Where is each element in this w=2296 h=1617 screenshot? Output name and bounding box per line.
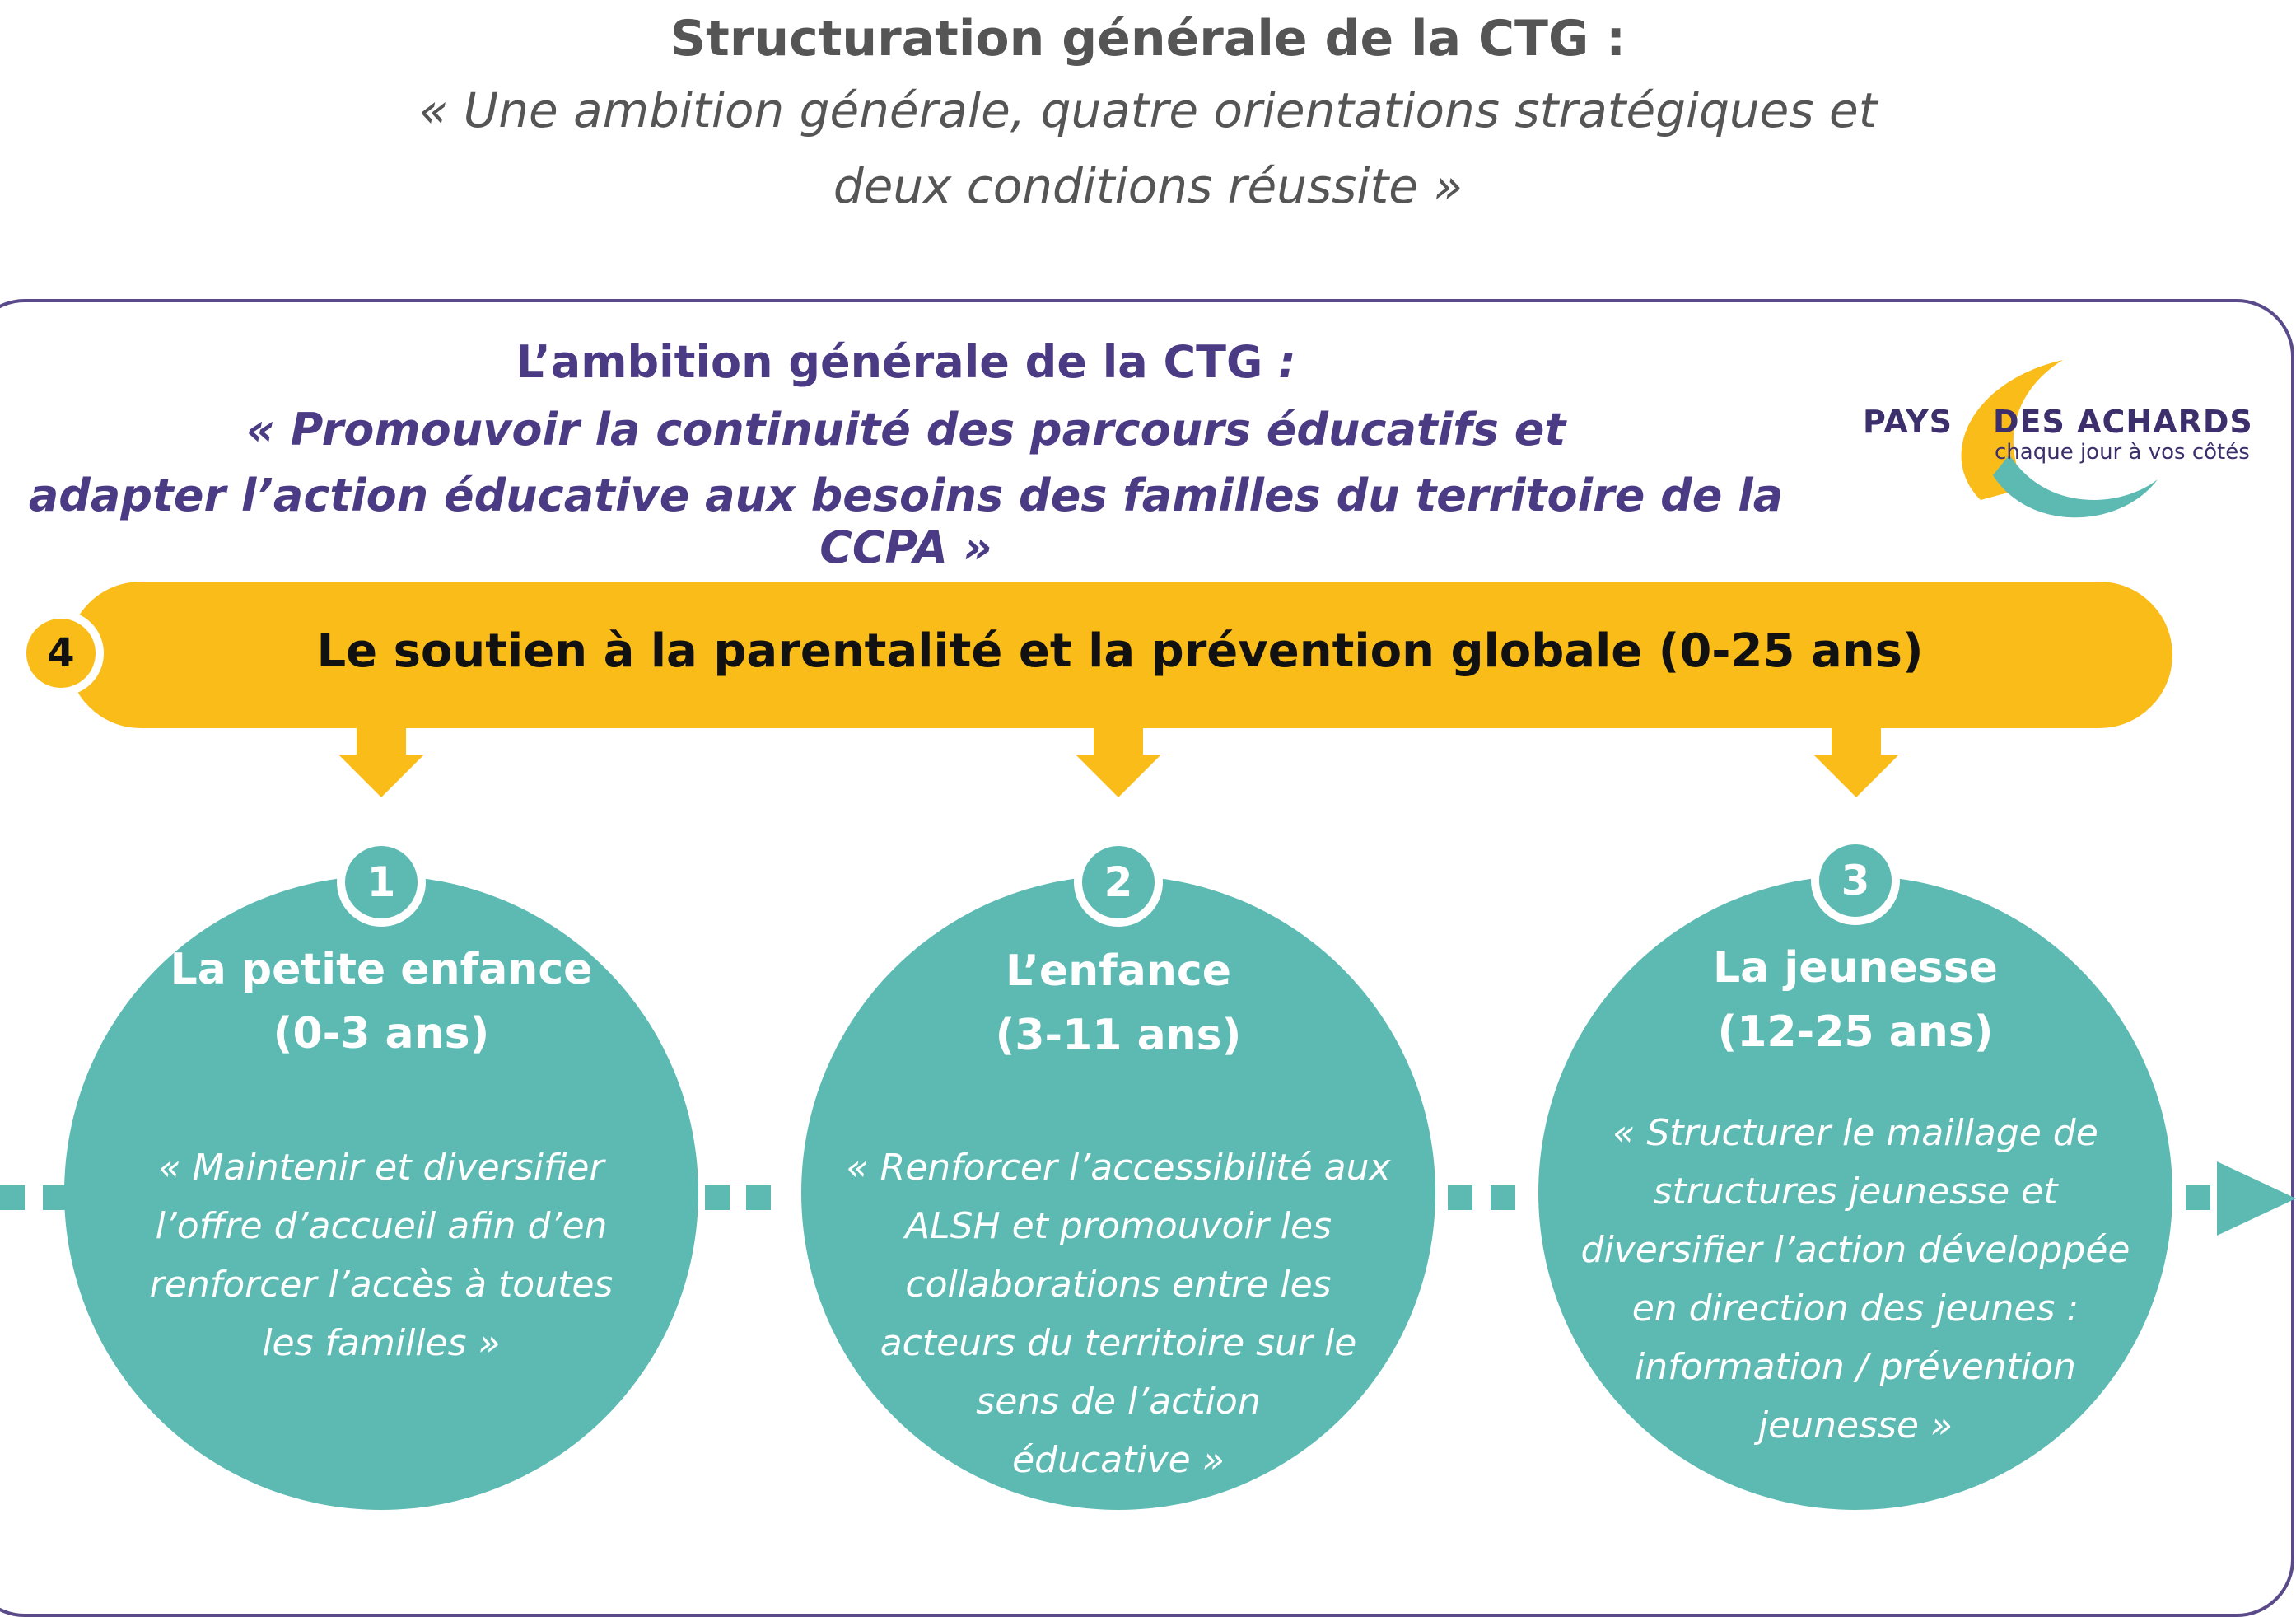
ambition-title xyxy=(0,336,1812,388)
orientation-title-1 xyxy=(64,937,698,1066)
badge-number: 4 xyxy=(47,630,75,676)
quote-line: renforcer l’accès à toutes xyxy=(149,1264,614,1306)
quote-line: diversifier l’action développée xyxy=(1580,1229,2130,1271)
ambition-quote-line1: « Promouvoir la continuité des parcours éducatifs et xyxy=(245,404,1566,456)
connector-dash xyxy=(705,1185,730,1210)
quote-line: jeunesse » xyxy=(1757,1404,1953,1446)
page-subtitle-line1: « Une ambition générale, quatre orientations stratégiques et xyxy=(418,82,1878,138)
orientation-title-line2: (0-3 ans) xyxy=(273,1009,490,1059)
quote-line: « Structurer le maillage de xyxy=(1612,1112,2098,1154)
orientation-number-badge-3 xyxy=(1811,836,1900,925)
connector-dash xyxy=(746,1185,771,1210)
quote-line: information / prévention xyxy=(1635,1346,2076,1388)
down-arrow-icon xyxy=(1076,708,1161,797)
logo-word-des-achards: DES ACHARDS xyxy=(1993,404,2253,440)
ambition-title-text: L’ambition générale de la CTG xyxy=(516,336,1263,388)
connector-dash xyxy=(2186,1185,2210,1210)
page-title: Structuration générale de la CTG : xyxy=(670,10,1626,68)
orientation-title-line1: La petite enfance xyxy=(170,945,593,994)
orientation-quote-1 xyxy=(93,1138,670,1372)
orientation-title-line1: L’enfance xyxy=(1005,946,1232,996)
ambition-title-colon: : xyxy=(1262,336,1296,388)
orientation-quote-2 xyxy=(819,1138,1418,1489)
ambition-quote-line2: adapter l’action éducative aux besoins des familles du territoire de la CCPA » xyxy=(28,470,1784,573)
quote-line: en direction des jeunes : xyxy=(1631,1288,2079,1330)
down-arrow-icon xyxy=(1813,708,1899,797)
arrow-right-icon xyxy=(2217,1161,2296,1236)
orientation-number-badge-2 xyxy=(1074,838,1163,927)
connector-dash xyxy=(1491,1185,1515,1210)
quote-line: éducative » xyxy=(1012,1439,1225,1481)
orientation-quote-3 xyxy=(1555,1104,2156,1455)
badge-number: 3 xyxy=(1841,857,1870,904)
orientation-title-line1: La jeunesse xyxy=(1713,943,1998,993)
badge-number: 1 xyxy=(366,858,396,906)
connector-dash xyxy=(0,1185,25,1210)
logo-tagline: chaque jour à vos côtés xyxy=(1995,440,2250,465)
quote-line: structures jeunesse et xyxy=(1653,1171,2058,1213)
orientation-title-3 xyxy=(1538,936,2172,1064)
banner-text: Le soutien à la parentalité et la prévention globale (0-25 ans) xyxy=(316,624,1924,678)
page-subtitle-line2: deux conditions réussite » xyxy=(833,158,1463,214)
quote-line: les familles » xyxy=(262,1322,501,1364)
quote-line: « Renforcer l’accessibilité aux xyxy=(846,1147,1391,1189)
quote-line: ALSH et promouvoir les xyxy=(904,1205,1332,1247)
orientation-title-2 xyxy=(801,939,1435,1068)
orientation-title-line2: (12-25 ans) xyxy=(1717,1007,1994,1057)
orientation-number-badge-4 xyxy=(18,610,104,696)
quote-line: sens de l’action xyxy=(976,1381,1261,1423)
logo-word-pays: PAYS xyxy=(1863,404,1953,440)
orientation-number-badge-1 xyxy=(337,838,426,927)
quote-line: « Maintenir et diversifier xyxy=(158,1147,604,1189)
quote-line: l’offre d’accueil afin d’en xyxy=(155,1205,608,1247)
badge-number: 2 xyxy=(1104,858,1133,906)
orientation-title-line2: (3-11 ans) xyxy=(995,1011,1242,1060)
quote-line: collaborations entre les xyxy=(905,1264,1332,1306)
quote-line: acteurs du territoire sur le xyxy=(880,1322,1357,1364)
down-arrow-icon xyxy=(338,708,424,797)
connector-dash xyxy=(1448,1185,1472,1210)
